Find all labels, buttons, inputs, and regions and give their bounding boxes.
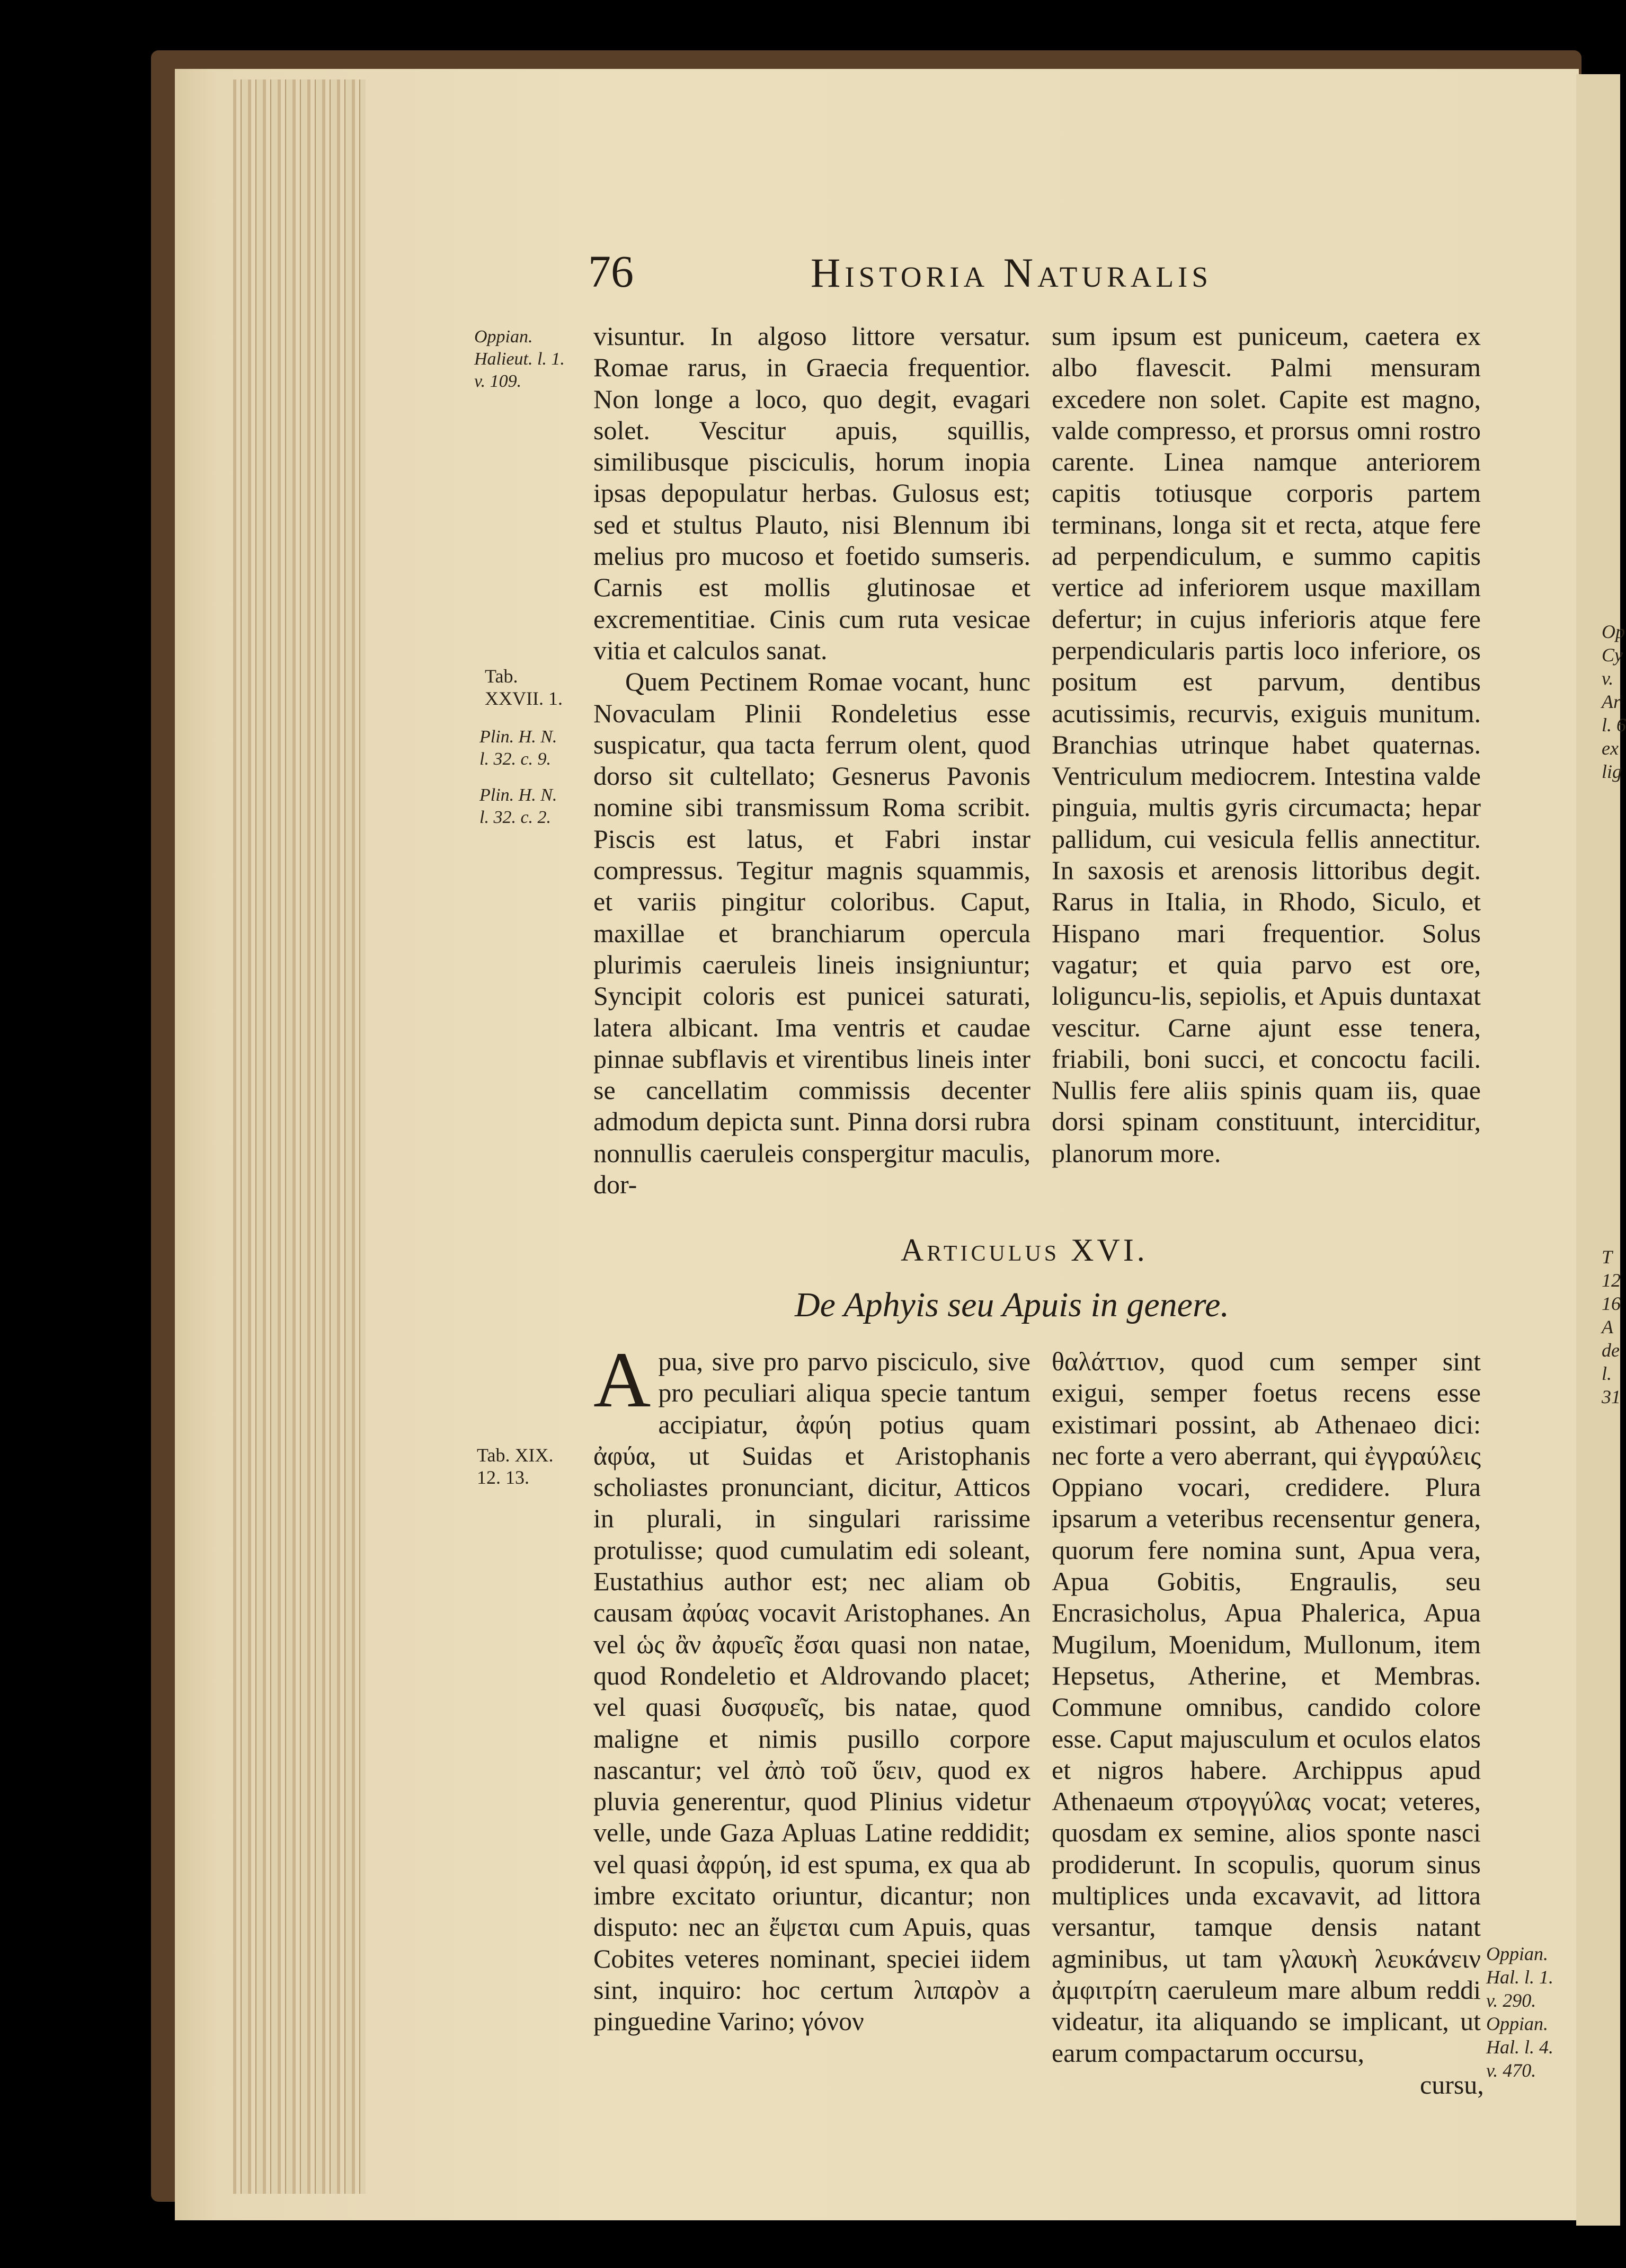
- catchword: cursu,: [1420, 2070, 1484, 2099]
- paragraph-2: Quem Pectinem Romae vocant, hunc Novaculam Plinii Rondeletius esse suspicatur, qua tacta ferrum olent, quod dorso sit cultellato; Gesnerus Pavonis nomine sibi transmissum Roma scribit. Piscis est latus, et Fabri instar compressus. Tegitur magnis squammis, et variis pingitur coloribus. Caput, maxillae et branchiarum opercula plurimis caeruleis lineis insigniuntur; Syncipit coloris est punicei saturati, latera albicant. Ima ventris et caudae pinnae subflavis et virentibus lineis inter se cancellatim commissis decenter admodum depicta sunt. Pinna dorsi rubra nonnullis caeruleis conspergitur maculis, dor-: [593, 667, 1030, 1200]
- adjacent-page: [1576, 74, 1626, 2226]
- paragraph-4: pua, sive pro parvo pisciculo, sive pro peculiari aliqua specie tantum accipiatur, ἀφύη potius quam ἀφύα, ut Suidas et Aristophanis scholiastes pronunciant, dicitur, Atticos in plurali, in singulari rarissime protulisse; quod cumulatim edi soleant, Eustathius author est; nec aliam ob causam ἀφύας vocavit Aristophanes. An vel ὡς ἂν ἀφυεῖς ἔσαι quasi non natae, quod Rondeletio et Aldrovando placet; vel quasi δυσφυεῖς, bis natae, quod maligne et nimis pusillo corpore nascantur; vel ἀπὸ τοῦ ὕειν, quod ex pluvia generentur, quod Plinius videtur velle, unde Gaza Apluas Latine reddidit; vel quasi ἀφρύη, id est spuma, ex qua ab imbre excitato oriuntur, dicantur; non disputo: nec an ἔψεται cum Apuis, quas Cobites veteres nominant, speciei iidem sint, inquiro: hoc certum λιπαρὸν a pinguedine Varino; γόνον: [593, 1346, 1030, 2036]
- column-top-left: [593, 321, 1030, 1200]
- adjacent-margin-note-top: Op Cy v. Ar l. 6 ex lig: [1602, 621, 1626, 782]
- article-heading: Articulus XVI.: [901, 1233, 1148, 1268]
- paragraph-5: θαλάττιον, quod cum semper sint exigui, semper foetus recens esse existimari possint, ab Athenaeo dici: nec forte a vero aberrant, qui ἐγγραύλεις Oppiano vocari, credidere. Plura ipsarum a veteribus recensentur genera, quorum fere nomina sunt, Apua vera, Apua Gobitis, Engraulis, seu Encrasicholus, Apua Phalerica, Apua Mugilum, Moenidum, Mullonum, item Hepsetus, Atherine, et Membras. Commune omnibus, candido colore esse. Caput majusculum et oculos elatos et nigros habere. Archippus apud Athenaeum στρογγύλας vocat; veteres, quosdam ex semine, alios sponte nasci prodiderunt. In scopulis, quorum sinus multiplices unda excavavit, ad littora versantur, tamque densis natant agminibus, ut tam γλαυκὴ λευκάνειν ἀμφιτρίτη caeruleum mare album reddi videatur, ita aliquando se implicant, ut earum compactarum occursu,: [1052, 1346, 1481, 2068]
- column-bottom-left: [593, 1336, 1030, 2037]
- column-top-right: [1052, 321, 1481, 1169]
- article-subtitle: De Aphyis seu Apuis in genere.: [795, 1286, 1229, 1324]
- margin-note-oppian-bottom: Oppian. Hal. l. 1. v. 290. Oppian. Hal. l. 4. v. 470.: [1486, 1943, 1554, 2081]
- adjacent-margin-note-bottom: T 12 16 A de l. 31: [1602, 1246, 1621, 1407]
- paragraph-3: sum ipsum est puniceum, caetera ex albo flavescit. Palmi mensuram excedere non solet. Capite est magno, valde compresso, et prorsus omni rostro carente. Linea namque anteriorem capitis totiusque corporis partem terminans, longa sit et recta, atque fere ad perpendiculum, e summo capitis vertice ad inferiorem usque maxillam defertur; in cujus inferioris atque fere perpendicularis partis loco inferiore, os positum est parvum, dentibus acutissimis, recurvis, exiguis munitum. Branchias utrinque habet quaternas. Ventriculum mediocrem. Intestina valde pinguia, multis gyris circumacta; hepar pallidum, cui vesicula fellis annectitur. In saxosis et arenosis littoribus degit. Rarus in Italia, in Rhodo, Siculo, et Hispano mari frequentior. Solus vagatur; et quia parvo est ore, loliguncu-lis, sepiolis, et Apuis duntaxat vescitur. Carne ajunt esse tenera, friabili, boni succi, et concoctu facili. Nullis fere aliis spinis quam iis, quae dorsi spinam constituunt, interciditur, planorum more.: [1052, 321, 1481, 1168]
- margin-note-tab-xix: Tab. XIX. 12. 13.: [477, 1445, 554, 1488]
- page-number: 76: [588, 246, 634, 297]
- running-title: Historia Naturalis: [811, 250, 1212, 296]
- margin-note-plin-1: Plin. H. N. l. 32. c. 9.: [479, 727, 557, 769]
- column-bottom-right: [1052, 1346, 1481, 2069]
- paragraph-1: visuntur. In algoso littore versatur. Romae rarus, in Graecia frequentior. Non longe a loco, quo degit, evagari solet. Vescitur apuis, squillis, similibusque pisciculis, horum inopia ipsas depopulatur herbas. Gulosus est; sed et stultus Plauto, nisi Blennum ibi melius pro mucoso et foetido sumseris. Carnis est mollis glutinosae et excrementitiae. Cinis cum ruta vesicae vitia et calculos sanat.: [593, 321, 1030, 665]
- margin-note-tab-xxvii: Tab. XXVII. 1.: [485, 666, 563, 709]
- margin-note-oppian: Oppian. Halieut. l. 1. v. 109.: [474, 327, 565, 391]
- drop-cap: A: [593, 1336, 651, 1424]
- margin-note-plin-2: Plin. H. N. l. 32. c. 2.: [479, 785, 557, 827]
- page-edges: [233, 79, 366, 2194]
